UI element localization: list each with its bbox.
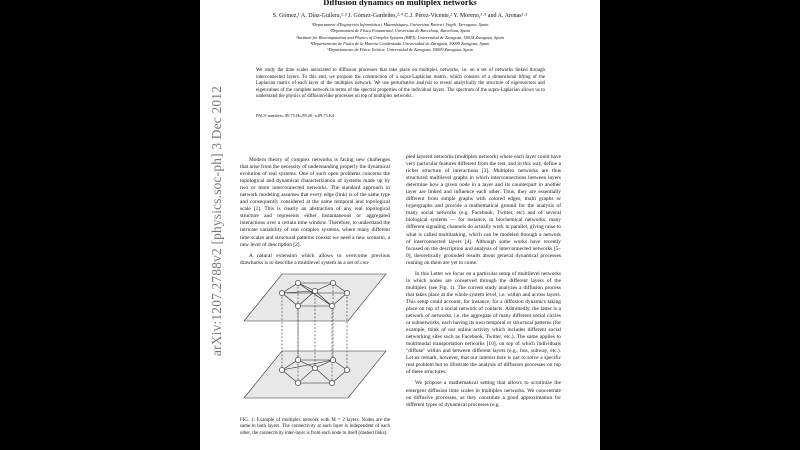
figure-caption: FIG. 1: Example of multiplex network with M = 2 layers. Nodes are the same in both layers. The connectivity at each layer is independent of each other, the connectivity inter-layer is from each node to itself (dashed links).: [240, 418, 390, 436]
body-paragraph: In this Letter we focus on a particular setup of multilevel networks in which nodes are conserved through the different layers of the multiplex (see Fig. 1). The current study analyzes a diffusion process that takes place at the whole system level, i.e. within and across layers. This setup could account, for instance, for a diffusion dynamics taking place on top of a social network of contacts. Admittedly, the latter is a network of networks, i.e. the aggregate of many different social circles or subnetworks, each having its own temporal or structural patterns (for example, think of our online activity which includes different social networking sites such as Facebook, Twitter, etc.). The same applies to multimodal transportation networks [10], on top of which individuals "diffuse" within and between different layers (e.g., bus, subway, etc.). Let us remark, however, that our interest here is not to solve a specific real problem but to illustrate the analysis of diffusion processes on top of these structures.: [406, 270, 561, 376]
right-column: [406, 154, 561, 409]
left-background: [0, 0, 200, 450]
affiliation-4: ⁴Departamento de Física de la Materia Condensada, Universidad de Zaragoza, 50009 Zaragoza, Spain: [310, 40, 490, 46]
body-paragraph: Modern theory of complex networks is facing new challenges that arise from the necessity of understanding properly the dynamical evolution of real systems. One of such open problems concerns the topological and dynamical characterization of systems made up by two or more interconnected networks. The standard approach in network modeling assumes that every edge (link) is of the same type and consequently considered at the same temporal and topological scale [1]. This is clearly an abstraction of any real topological structure and represents either instantaneous or aggregated interactions over a certain time window. Therefore, to understand the intricate variability of real complex systems, where many different time scales and structural patterns coexist we need a new scenario, a new level of description [2].: [240, 157, 390, 248]
affiliation-1: ¹Departament d'Enginyeria Informàtica i Matemàtiques, Universitat Rovira i Virgili, Tarragona, Spain: [311, 22, 489, 27]
arxiv-identifier: arXiv:1207.2788v2 [physics.soc-ph] 3 Dec 2012: [209, 85, 224, 356]
body-paragraph: A natural extension which allows to overcome previous drawbacks is to describe a multilevel system as a set of cou-: [240, 252, 390, 266]
author-list: S. Gómez,¹ A. Díaz-Guilera,²·³ J. Gómez-Gardeñes,³·⁴ C.J. Pérez-Vicente,² Y. Moreno,³·⁵ and A. Arenas¹·³: [272, 13, 528, 19]
body-paragraph: We propose a mathematical setting that allows to scrutinize the emergent diffusion time scales in multiplex networks. We concentrate on diffusive processes, as they constitute a good approximation for different types of dynamical processes (e.g.: [406, 380, 561, 408]
affiliation-2: ²Departament de Física Fonamental, Universitat de Barcelona, Barcelona, Spain: [330, 28, 470, 34]
paper-page: [200, 0, 600, 450]
affiliation-5: ⁵Departamento de Física Teórica, Universidad de Zaragoza, 50009 Zaragoza, Spain: [327, 47, 473, 53]
abstract: We study the time scales associated to diffusion processes that take place on multiplex networks, i.e. on a set of networks linked through interconnected layers. To this end, we propose the construction of a supra-Laplacian matrix, which consists of a dimensional lifting of the Laplacian matrix of each layer of the multiplex network. We use perturbative analysis to reveal analytically the structure of eigenvectors and eigenvalues of the complete network in terms of the spectral properties of the individual layers. The spectrum of the supra-Laplacian allows us to understand the physics of diffusion-like processes on top of multiplex networks.: [256, 68, 545, 100]
multiplex-network-figure: [240, 266, 390, 414]
affiliations: [220, 22, 580, 53]
right-background: [600, 0, 800, 450]
bottom-layer-plane: [244, 351, 386, 398]
affiliation-3: ³Institute for Biocomputation and Physics of Complex Systems (BIFI), Universidad de Zaragoza, 50018 Zaragoza, Spain: [296, 34, 504, 40]
left-column: [240, 157, 390, 267]
paper-title: Diffusion dynamics on multiplex networks: [323, 0, 477, 7]
body-paragraph: pled layered networks (multiplex network) where each layer could have very particular features different from the rest, and in this way, define a richer structure of interactions [3]. Multiplex networks are thus structured multilevel graphs in which interconnections between layers determine how a given node in a layer and its counterpart in another layer are linked and influence each other. Thus, they are essentially different from simple graphs with colored edges, multi graphs or hypergraphs and provide a mathematical ground for the analysis of many social networks (e.g. Facebook, Twitter, etc) and of several biological systems — for instance, in biochemical networks, many different signaling channels do actually work in parallel, giving raise to what is called multitasking, which can be modeled through a network of interconnected layers [4]. Although some works have recently focused on the description and analysis of interconnected networks [5–9], theoretically grounded results about general dynamical processes running on them are yet to come.: [406, 154, 561, 266]
pacs-numbers: PACS numbers: 89.75.Hc,89.20.-a,89.75.Kd: [256, 113, 335, 118]
